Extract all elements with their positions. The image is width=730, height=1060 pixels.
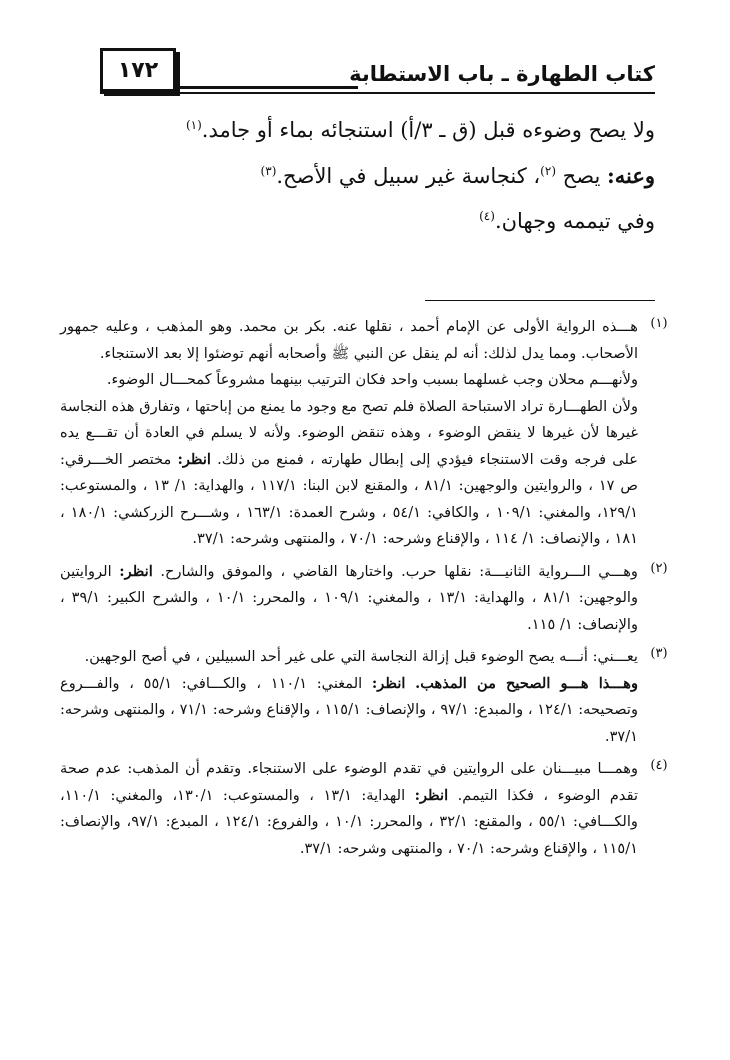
ref-label: انظر: [177, 450, 211, 468]
page-number: ١٧٢ [117, 57, 159, 83]
page-number-box [100, 48, 176, 92]
main-text [95, 108, 655, 244]
footnote-ref-4[interactable]: (٤) [479, 209, 495, 223]
main-line-3: وفي تيممه وجهان.$^{(٤)}$ [479, 209, 655, 233]
page-title: كتاب الطهارة ـ باب الاستطابة [349, 62, 655, 86]
ref-label: انظر: [414, 786, 449, 804]
header-rule-short [178, 86, 358, 89]
footnote-1 [60, 314, 680, 553]
main-line-1: ولا يصح وضوءه قبل (ق ـ ٣/أ) استنجائه بماء أو جامد.$^{(١)}$ [185, 118, 655, 142]
footnote-body: هـــذه الرواية الأولى عن الإمام أحمد ، نقلها عنه. بكر بن محمد. وهو المذهب ، وعليه جمهور الأصحاب. ومما يدل لذلك: أنه لم ينقل عن النبي ﷺ وأصحابه أنهم توضئوا إلا بعد الاستنجاء. ولأنهـــم محلان وجب غسلهما بسبب واحد فكان الترتيب بينهما مشروعاً كمحـــال الوضوء. ولأن الطهـــارة تراد الاستباحة الصلاة فلم تصح مع وجود ما يمنع من إباحتها ، وتفارق هذه النجاسة غيرها لأن غيرها لا ينقض الوضوء ، وهذه تنقض الوضوء. ولأنه لا يسلم في العادة أن تقـــع يده على فرجه وقت الاستنجاء فيؤدي إلى إبطال طهارته ، فمنع من ذلك. انظر: مختصر الخـــرقي: ص ١٧ ، والروايتين والوجهين: ٨١/١ ، والمقنع لابن البنا: ١١٧/١ ، والهداية: ١/ ١٣ ، والمستوعب: ١٢٩/١، والمغني: ١٠٩/١ ، والكافي: ٥٤/١ ، وشرح العمدة: ١٦٣/١ ، وشـــرح الزركشي: ١٨٠/١ ، ١٨١ ، والإنصاف: ١/ ١١٤ ، والإقناع وشرحه: ٧٠/١ ، والمنتهى وشرحه: ٣٧/١. [60, 318, 639, 547]
main-line-2: وعنه: يصح $^{(٢)}$، كنجاسة غير سبيل في الأصح.$^{(٣)}$ [260, 163, 655, 188]
footnote-separator [425, 300, 655, 301]
footnote-ref-3[interactable]: (٣) [260, 164, 277, 178]
footnote-number: (٣) [650, 646, 668, 661]
bold-statement: وهـــذا هـــو الصحيح من المذهب. [415, 674, 638, 692]
footnote-body: يعـــني: أنـــه يصح الوضوء قبل إزالة النجاسة التي على غير أحد السبيلين ، في أصح الوجهين. وهـــذا هـــو الصحيح من المذهب. انظر: المغني: ١١٠/١ ، والكـــافي: ٥٥/١ ، والفـــروع وتصحيحه: ١٢٤/١ ، والمبدع: ٩٧/١ ، والإنصاف: ١١٥/١ ، والإقناع وشرحه: ٧١/١ ، والمنتهى وشرحه: ٣٧/١. [60, 648, 638, 745]
footnote-body: وهمـــا مبيـــنان على الروايتين في تقدم الوضوء على الاستنجاء. وتقدم أن المذهب: عدم صحة تقدم الوضوء ، فكذا التيمم. انظر: الهداية: ١٣/١ ، والمستوعب: ١٣٠/١، والمغني: ١١٠/١، والكـــافي: ٥٥/١ ، والمقنع: ٣٢/١ ، والمحرر: ١٠/١ ، والفروع: ١٢٤/١ ، المبدع: ٩٧/١، والإنصاف: ١١٥/١ ، والإقناع وشرحه: ٧٠/١ ، والمنتهى وشرحه: ٣٧/١. [60, 760, 639, 857]
footnote-number: (٤) [650, 758, 668, 773]
main-line-2-lead: وعنه: [606, 163, 655, 188]
footnote-3 [60, 644, 680, 750]
footnote-number: (١) [650, 316, 668, 331]
footnote-4 [60, 756, 680, 862]
footnote-ref-1[interactable]: (١) [185, 118, 202, 132]
ref-label: انظر: [119, 562, 153, 580]
ref-label: انظر: [371, 674, 406, 692]
footnote-body: وهـــي الـــرواية الثانيـــة: نقلها حرب. واختارها القاضي ، والموفق والشارح. انظر: الروايتين والوجهين: ٨١/١ ، والهداية: ١٣/١ ، والمغني: ١٠٩/١ ، والمحرر: ١٠/١ ، والشرح الكبير: ٣٩/١ ، والإنصاف: ١/ ١١٥. [60, 562, 638, 633]
footnote-2 [60, 559, 680, 639]
header-rule [100, 92, 655, 94]
footnote-ref-2[interactable]: (٢) [540, 164, 556, 178]
footnotes [60, 314, 680, 868]
footnote-number: (٢) [650, 560, 668, 576]
